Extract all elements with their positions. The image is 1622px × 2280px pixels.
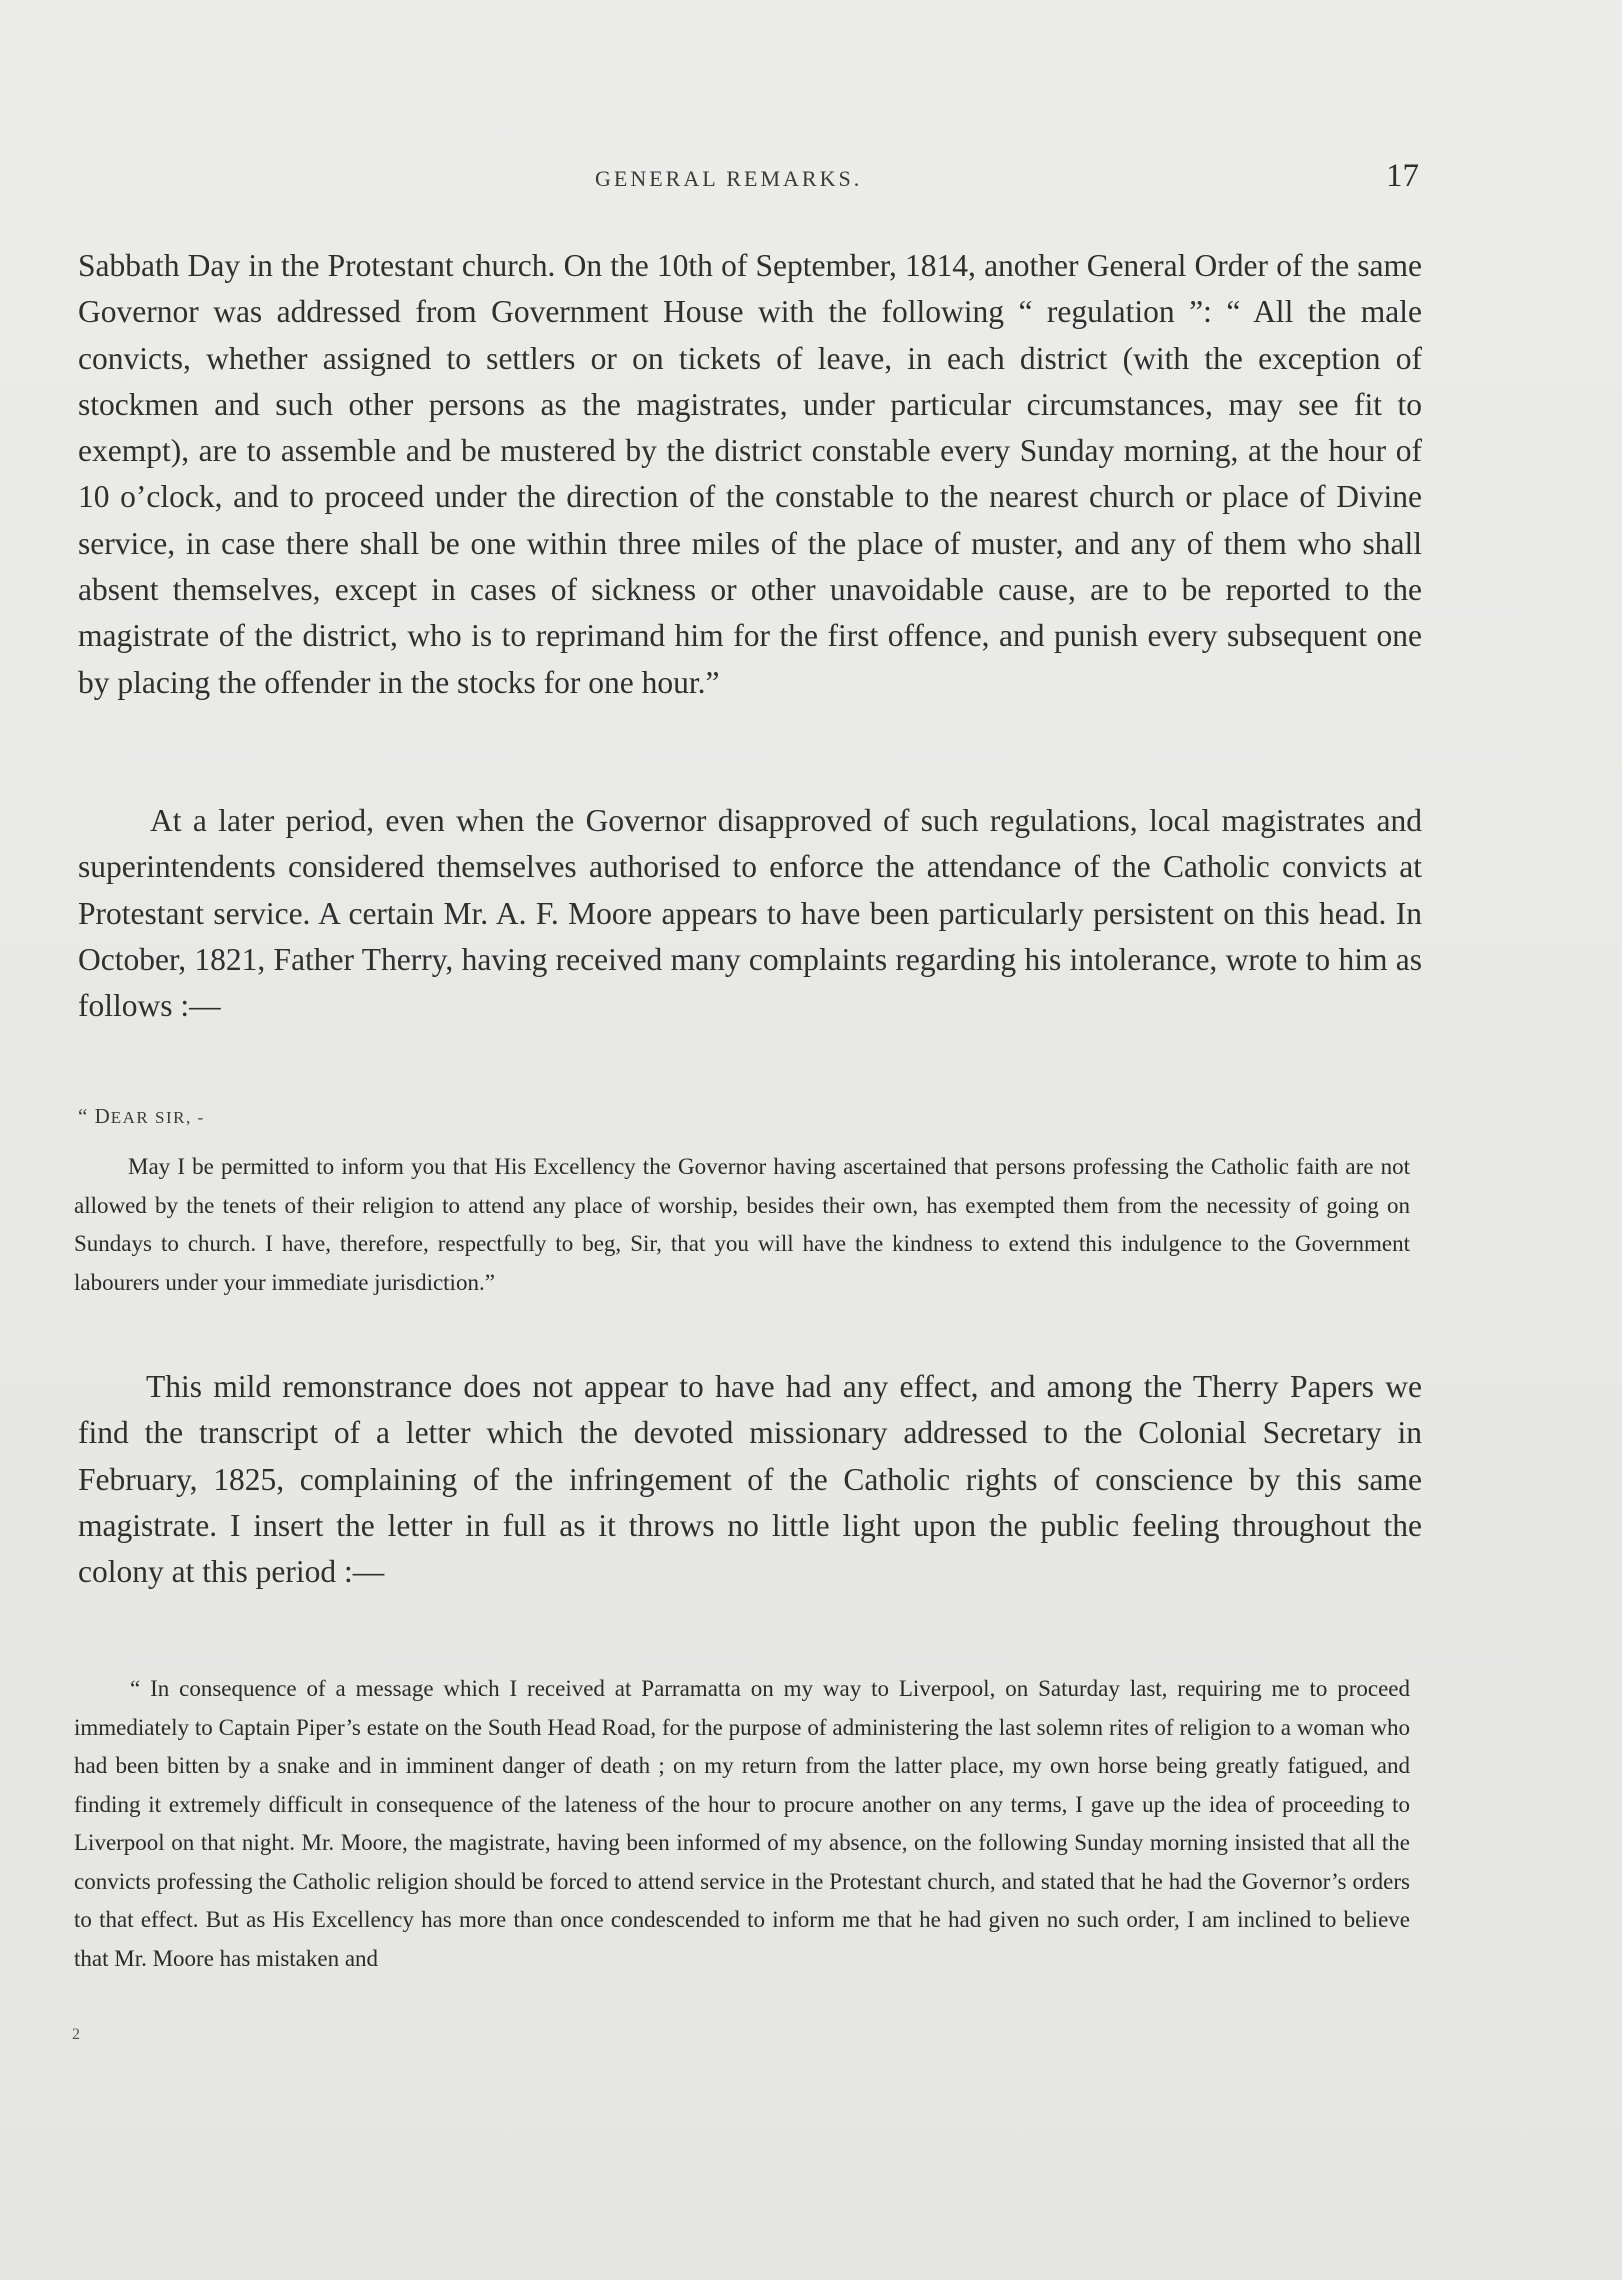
paragraph-2 [78,798,1422,1029]
letter-quote-1-text: May I be permitted to inform you that His Excellency the Governor having ascertained that persons professing the Catholic faith are not allowed by the tenets of their religion to attend any place of worship, besides their own, has exempted them from the necessity of going on Sundays to church. I have, therefore, respectfully to beg, Sir, that you will have the kindness to extend this indulgence to the Government labourers under your immediate jurisdiction.” [74,1154,1410,1295]
paragraph-2-text: At a later period, even when the Governor disapproved of such regulations, local magistrates and superintendents considered themselves authorised to enforce the attendance of the Catholic convicts at Protestant service. A certain Mr. A. F. Moore appears to have been particularly persistent on this head. In October, 1821, Father Therry, having received many complaints regarding his intolerance, wrote to him as follows :— [78,803,1422,1024]
running-head: GENERAL REMARKS. [595,166,863,191]
paragraph-3 [78,1364,1422,1595]
letter-quote-2 [74,1670,1410,1978]
paragraph-3-text: This mild remonstrance does not appear to have had any effect, and among the Therry Papers we find the transcript of a letter which the devoted missionary addressed to the Colonial Secretary in February, 1825, complaining of the infringement of the Catholic rights of conscience by this same magistrate. I insert the letter in full as it throws no little light upon the public feeling throughout the colony at this period :— [78,1369,1422,1590]
letter-greeting [78,1104,205,1129]
paragraph-1 [78,243,1422,706]
letter-greeting-open: “ D [78,1104,111,1128]
letter-quote-1 [74,1148,1410,1302]
paragraph-1-text: Sabbath Day in the Protestant church. On the 10th of September, 1814, another General Order of the same Governor was addressed from Government House with the following “ regulation ”: “ All the male convicts, whether assigned to settlers or on tickets of leave, in each district (with the exception of stockmen and such other persons as the magistrates, under particular circumstances, may see fit to exempt), are to assemble and be mustered by the district constable every Sunday morning, at the hour of 10 o’clock, and to proceed under the direction of the constable to the nearest church or place of Divine service, in case there shall be one within three miles of the place of muster, and any of them who shall absent themselves, except in cases of sickness or other unavoidable cause, are to be reported to the magistrate of the district, who is to reprimand him for the first offence, and punish every subsequent one by placing the offender in the stocks for one hour.” [78,248,1422,700]
letter-quote-2-text: “ In consequence of a message which I received at Parramatta on my way to Liverpool, on Saturday last, requiring me to proceed immediately to Captain Piper’s estate on the South Head Road, for the purpose of administering the last solemn rites of religion to a woman who had been bitten by a snake and in imminent danger of death ; on my return from the latter place, my own horse being greatly fatigued, and finding it extremely difficult in consequence of the lateness of the hour to procure another on any terms, I gave up the idea of proceeding to Liverpool on that night. Mr. Moore, the magistrate, having been informed of my absence, on the following Sunday morning insisted that all the convicts professing the Catholic religion should be forced to attend service in the Protestant church, and stated that he had the Governor’s orders to that effect. But as His Excellency has more than once condescended to inform me that he had given no such order, I am inclined to believe that Mr. Moore has mistaken and [74,1676,1410,1971]
letter-greeting-smallcaps: EAR SIR, - [110,1108,205,1127]
printer-signature-mark: 2 [72,2026,80,2043]
page-number: 17 [1386,158,1419,194]
